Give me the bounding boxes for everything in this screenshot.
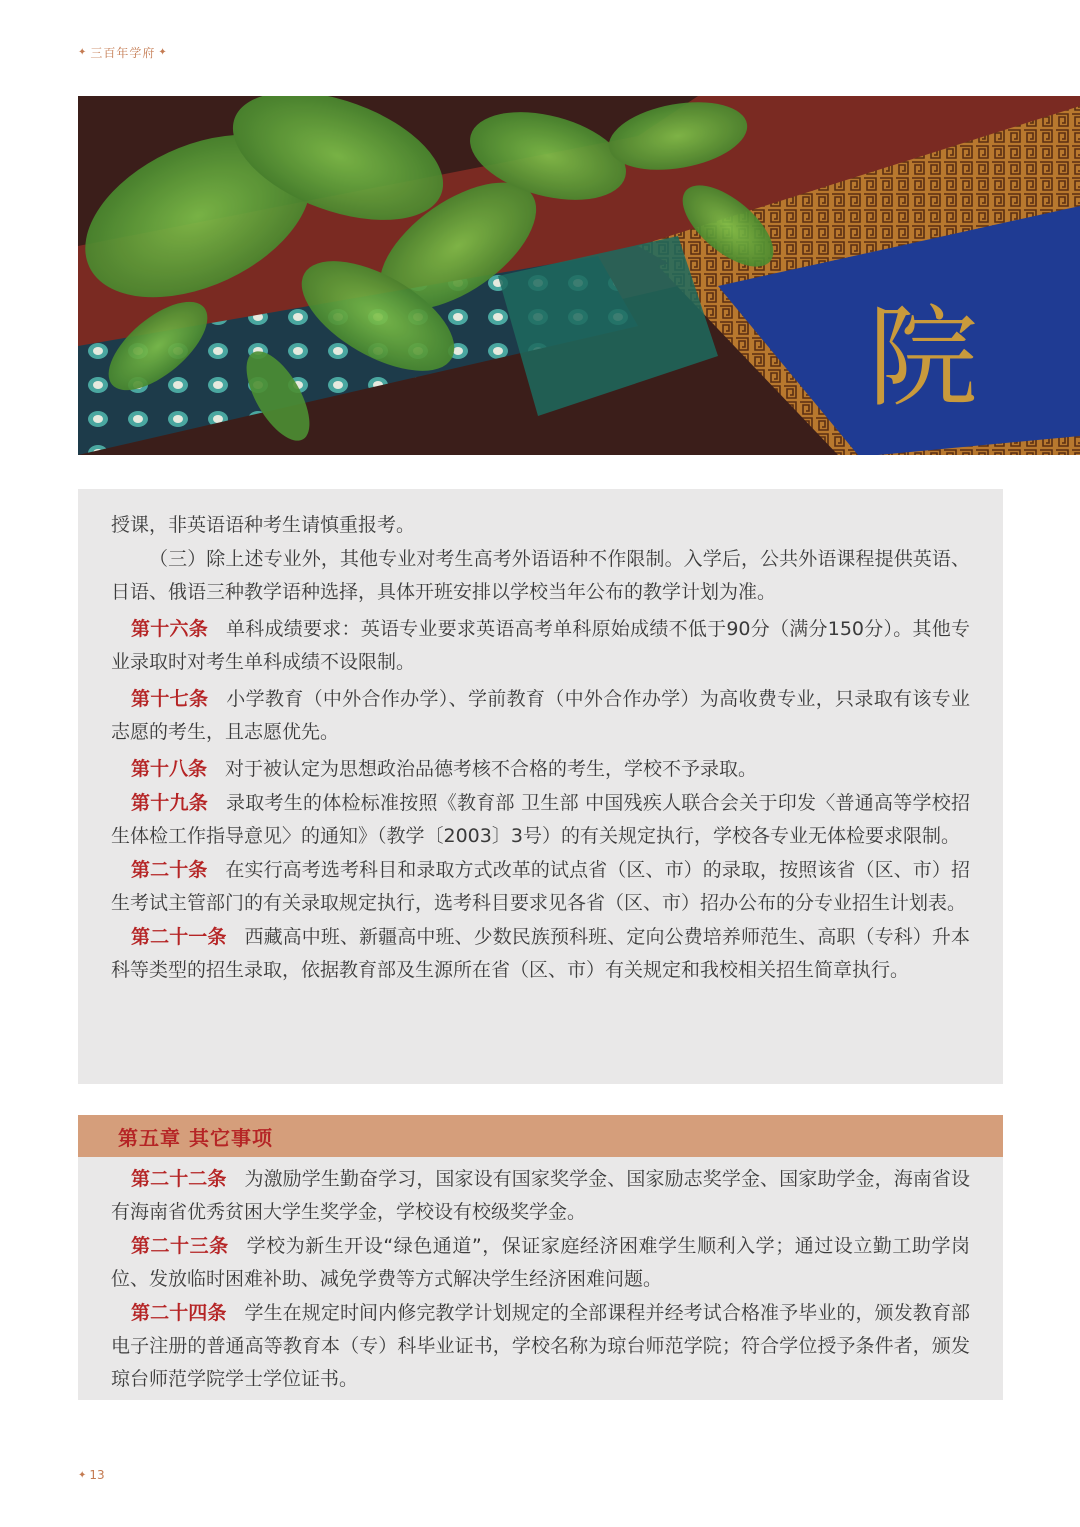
diamond-icon: ✦ xyxy=(78,1469,87,1481)
article-label: 第十八条 xyxy=(131,758,208,780)
article-18 xyxy=(111,753,970,786)
article-label: 第十九条 xyxy=(131,792,209,814)
article-text: 对于被认定为思想政治品德考核不合格的考生，学校不予录取。 xyxy=(225,758,758,780)
article-label: 第二十一条 xyxy=(131,926,227,948)
article-23 xyxy=(111,1230,970,1296)
article-19 xyxy=(111,787,970,853)
paragraph: （三）除上述专业外，其他专业对考生高考外语语种不作限制。入学后，公共外语课程提供英语、日语、俄语三种教学语种选择，具体开班安排以学校当年公布的教学计划为准。 xyxy=(111,548,970,603)
diamond-icon: ✦ xyxy=(78,47,88,58)
article-21 xyxy=(111,921,970,987)
article-22 xyxy=(111,1163,970,1229)
article-label: 第二十二条 xyxy=(131,1168,227,1190)
signboard-character: 院 xyxy=(868,294,978,422)
paragraph: 授课，非英语语种考生请慎重报考。 xyxy=(111,514,416,536)
chapter-title: 第五章 其它事项 xyxy=(118,1125,273,1150)
article-text: 西藏高中班、新疆高中班、少数民族预科班、定向公费培养师范生、高职（专科）升本科等类型的招生录取，依据教育部及生源所在省（区、市）有关规定和我校相关招生简章执行。 xyxy=(111,926,970,981)
article-text: 在实行高考选考科目和录取方式改革的试点省（区、市）的录取，按照该省（区、市）招生考试主管部门的有关录取规定执行，选考科目要求见各省（区、市）招办公布的分专业招生计划表。 xyxy=(111,859,970,914)
chapter-heading-bar xyxy=(78,1115,1003,1157)
article-20 xyxy=(111,854,970,920)
article-label: 第二十条 xyxy=(131,859,208,881)
article-17 xyxy=(111,683,970,749)
content-panel-admission xyxy=(78,489,1003,1084)
diamond-icon: ✦ xyxy=(158,47,168,58)
article-text: 学生在规定时间内修完教学计划规定的全部课程并经考试合格准予毕业的，颁发教育部电子注册的普通高等教育本（专）科毕业证书，学校名称为琼台师范学院；符合学位授予条件者，颁发琼台师范学院学士学位证书。 xyxy=(111,1302,970,1390)
article-text: 为激励学生勤奋学习，国家设有国家奖学金、国家励志奖学金、国家助学金，海南省设有海南省优秀贫困大学生奖学金，学校设有校级奖学金。 xyxy=(111,1168,970,1223)
article-label: 第二十四条 xyxy=(131,1302,227,1324)
article-text: 录取考生的体检标准按照《教育部 卫生部 中国残疾人联合会关于印发〈普通高等学校招生体检工作指导意见〉的通知》（教学〔2003〕3号）的有关规定执行，学校各专业无体检要求限制。 xyxy=(111,792,970,847)
running-header xyxy=(78,44,168,61)
page-number-text: 13 xyxy=(89,1468,105,1482)
brand-text: 三百年学府 xyxy=(90,46,156,60)
article-label: 第二十三条 xyxy=(131,1235,229,1257)
article-label: 第十六条 xyxy=(131,618,208,640)
article-text: 小学教育（中外合作办学）、学前教育（中外合作办学）为高收费专业，只录取有该专业志愿的考生，且志愿优先。 xyxy=(111,688,970,743)
content-panel-other-matters xyxy=(78,1157,1003,1400)
article-16 xyxy=(111,613,970,679)
article-label: 第十七条 xyxy=(131,688,209,710)
article-text: 单科成绩要求：英语专业要求英语高考单科原始成绩不低于90分（满分150分）。其他专业录取时对考生单科成绩不设限制。 xyxy=(111,618,970,673)
article-text: 学校为新生开设“绿色通道”，保证家庭经济困难学生顺利入学；通过设立勤工助学岗位、发放临时困难补助、减免学费等方式解决学生经济困难问题。 xyxy=(111,1235,970,1290)
article-24 xyxy=(111,1297,970,1396)
header-photo xyxy=(78,96,1080,455)
page-number xyxy=(78,1468,105,1482)
